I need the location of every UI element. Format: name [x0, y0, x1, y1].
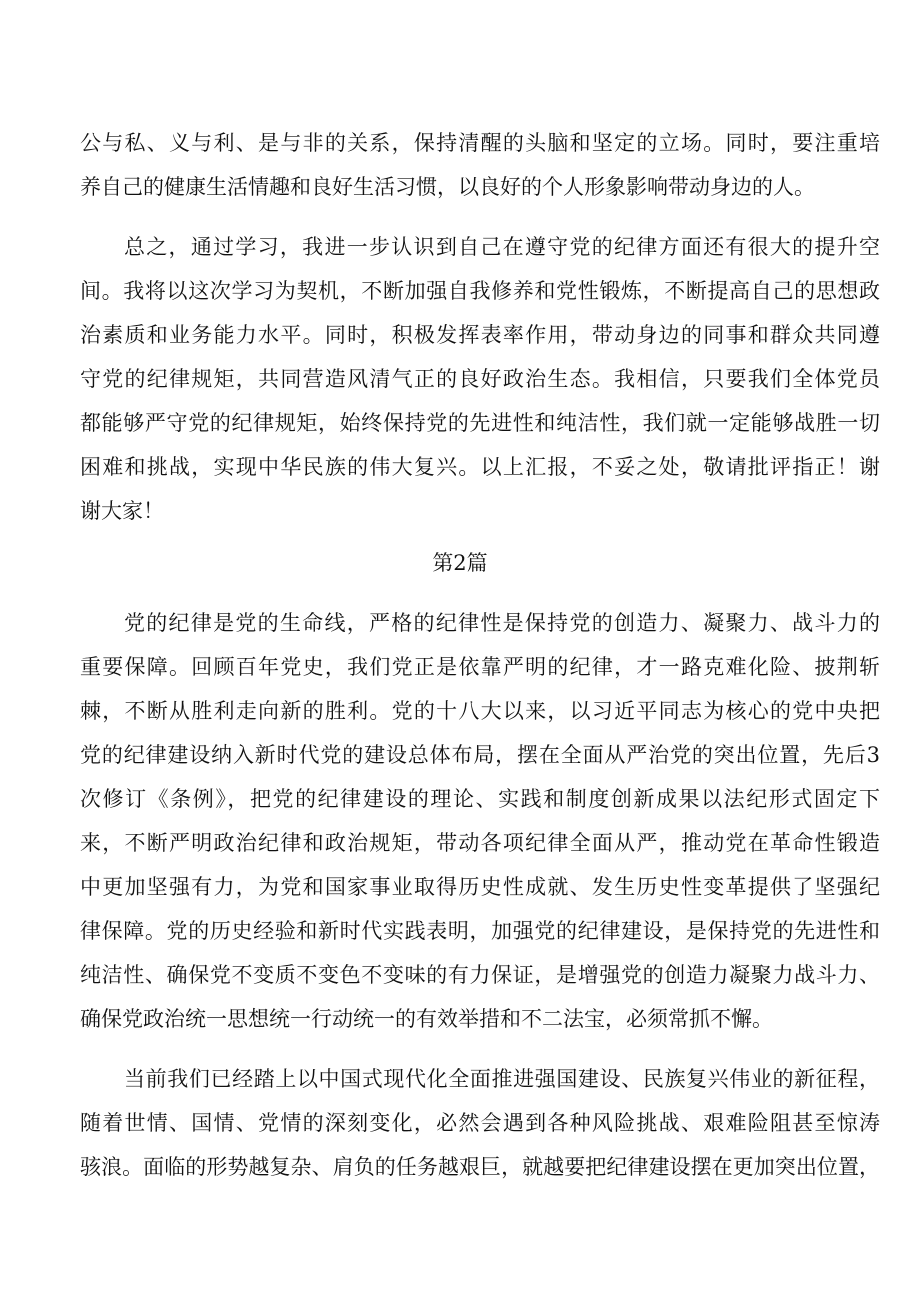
text-line: 养自己的健康生活情趣和良好生活习惯，以良好的个人形象影响带动身边的人。 — [80, 175, 815, 199]
text-line: 公与私、义与利、是与非的关系，保持清醒的头脑和坚定的立场。同时，要注重培 — [80, 131, 880, 155]
text-line: 当前我们已经踏上以中国式现代化全面推进强国建设、民族复兴伟业的新征程， — [124, 1067, 880, 1091]
text-line: 纯洁性、确保党不变质不变色不变味的有力保证，是增强党的创造力凝聚力战斗力、 — [80, 963, 880, 987]
text-line: 困难和挑战，实现中华民族的伟大复兴。以上汇报，不妥之处，敬请批评指正！谢 — [80, 455, 880, 479]
text-line: 守党的纪律规矩，共同营造风清气正的良好政治生态。我相信，只要我们全体党员 — [80, 367, 880, 391]
text-line: 次修订《条例》，把党的纪律建设的理论、实践和制度创新成果以法纪形式固定下 — [80, 787, 880, 811]
text-line: 中更加坚强有力，为党和国家事业取得历史性成就、发生历史性变革提供了坚强纪 — [80, 875, 880, 899]
text-line: 随着世情、国情、党情的深刻变化，必然会遇到各种风险挑战、艰难险阻甚至惊涛 — [80, 1111, 880, 1135]
text-line: 间。我将以这次学习为契机，不断加强自我修养和党性锻炼，不断提高自己的思想政 — [80, 279, 880, 303]
text-line: 党的纪律建设纳入新时代党的建设总体布局，摆在全面从严治党的突出位置，先后3 — [80, 743, 880, 767]
text-line: 重要保障。回顾百年党史，我们党正是依靠严明的纪律，才一路克难化险、披荆斩 — [80, 655, 880, 679]
text-line: 来，不断严明政治纪律和政治规矩，带动各项纪律全面从严，推动党在革命性锻造 — [80, 831, 880, 855]
text-line: 律保障。党的历史经验和新时代实践表明，加强党的纪律建设，是保持党的先进性和 — [80, 919, 880, 943]
text-line: 总之，通过学习，我进一步认识到自己在遵守党的纪律方面还有很大的提升空 — [124, 235, 880, 259]
text-line: 棘，不断从胜利走向新的胜利。党的十八大以来，以习近平同志为核心的党中央把 — [80, 699, 880, 723]
text-line: 党的纪律是党的生命线，严格的纪律性是保持党的创造力、凝聚力、战斗力的 — [124, 611, 880, 635]
text-line: 骇浪。面临的形势越复杂、肩负的任务越艰巨，就越要把纪律建设摆在更加突出位置， — [80, 1155, 880, 1179]
text-line: 治素质和业务能力水平。同时，积极发挥表率作用，带动身边的同事和群众共同遵 — [80, 323, 880, 347]
text-line: 谢大家！ — [80, 499, 164, 523]
section-heading: 第2篇 — [432, 551, 488, 575]
text-line: 确保党政治统一思想统一行动统一的有效举措和不二法宝，必须常抓不懈。 — [80, 1007, 773, 1031]
text-line: 都能够严守党的纪律规矩，始终保持党的先进性和纯洁性，我们就一定能够战胜一切 — [80, 411, 880, 435]
